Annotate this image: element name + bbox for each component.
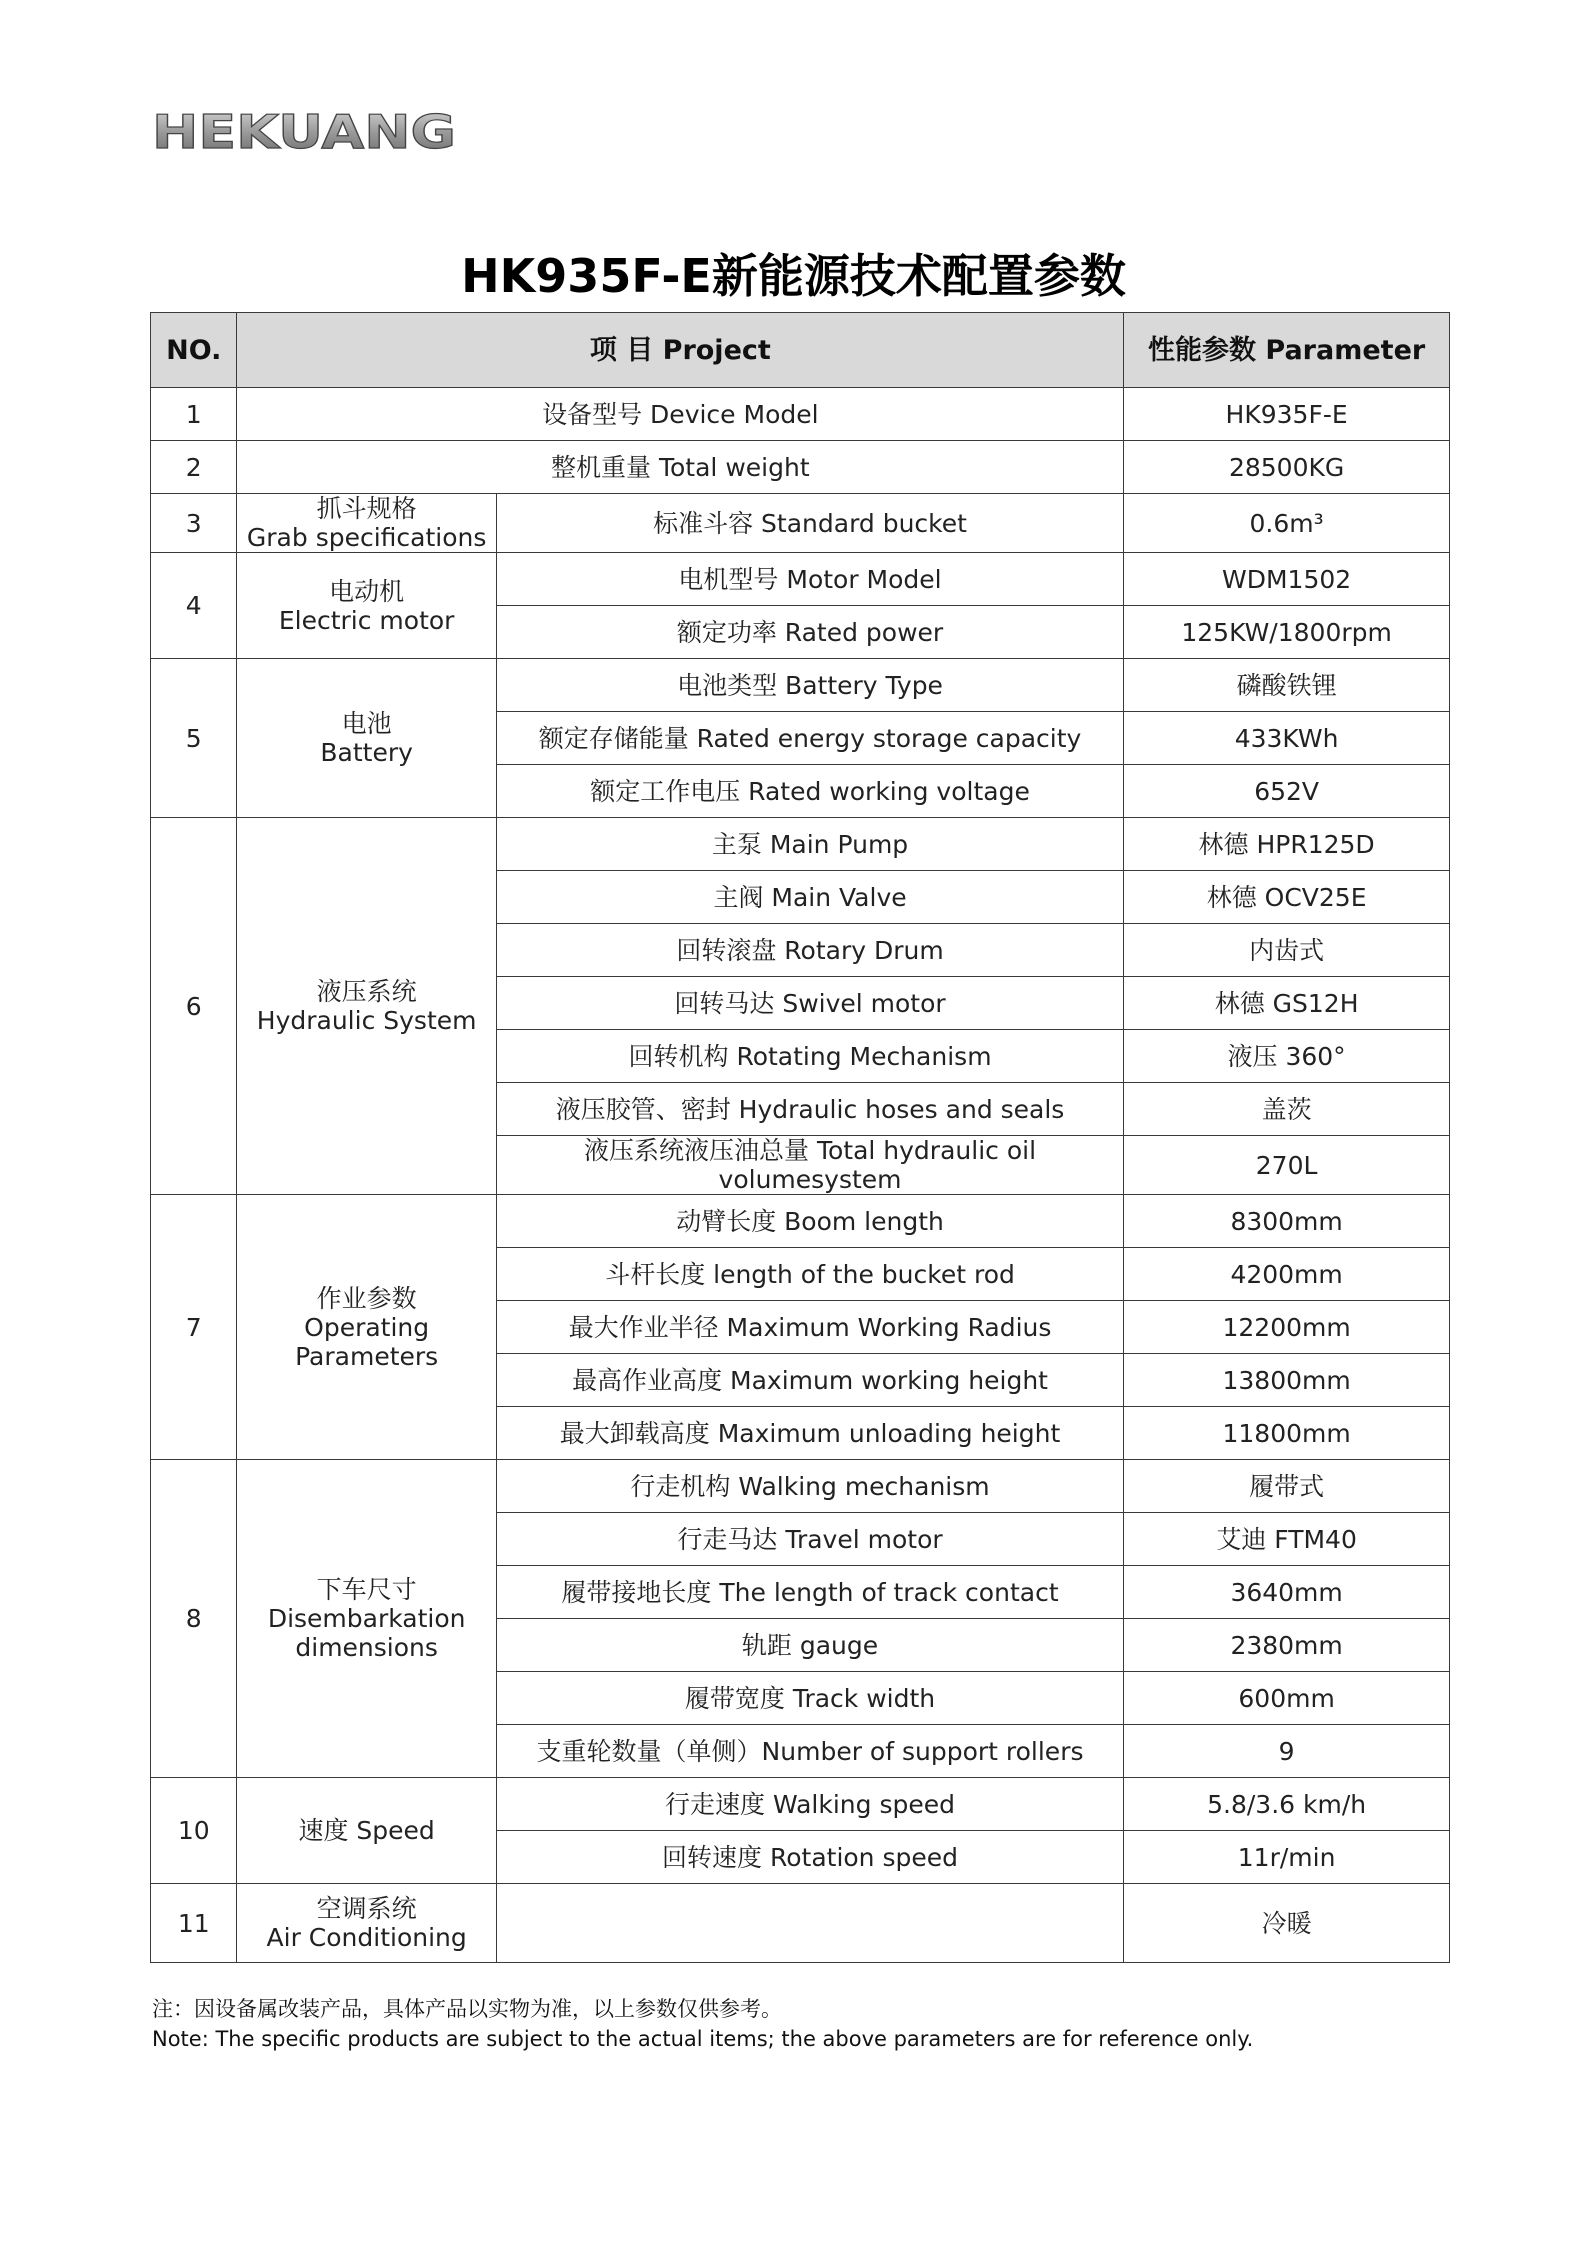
- table-row: [151, 1195, 1450, 1248]
- footnote: [152, 1994, 1253, 2054]
- row-value: WDM1502: [1124, 553, 1450, 606]
- row-item: 电机型号 Motor Model: [496, 553, 1123, 606]
- spec-table: [150, 312, 1450, 1963]
- row-value: 液压 360°: [1124, 1030, 1450, 1083]
- row-item: 回转机构 Rotating Mechanism: [496, 1030, 1123, 1083]
- row-value: 履带式: [1124, 1460, 1450, 1513]
- row-project: 整机重量 Total weight: [237, 441, 1124, 494]
- row-item: 轨距 gauge: [496, 1619, 1123, 1672]
- row-item: 斗杆长度 length of the bucket rod: [496, 1248, 1123, 1301]
- row-value: 9: [1124, 1725, 1450, 1778]
- svg-text:HEKUANG: HEKUANG: [152, 106, 456, 156]
- row-value: 8300mm: [1124, 1195, 1450, 1248]
- hekuang-logo-mark: [150, 106, 460, 156]
- row-no: 5: [151, 659, 237, 818]
- row-value: 13800mm: [1124, 1354, 1450, 1407]
- table-row: [151, 388, 1450, 441]
- page-title: HK935F-E新能源技术配置参数: [461, 249, 1126, 303]
- row-value: 600mm: [1124, 1672, 1450, 1725]
- hekuang-logo: [150, 106, 460, 156]
- header-no: NO.: [151, 313, 237, 388]
- row-no: 10: [151, 1778, 237, 1884]
- row-value: 冷暖: [1124, 1884, 1450, 1963]
- row-item: 液压胶管、密封 Hydraulic hoses and seals: [496, 1083, 1123, 1136]
- table-row: [151, 1460, 1450, 1513]
- row-value: 林德 HPR125D: [1124, 818, 1450, 871]
- row-value: 11r/min: [1124, 1831, 1450, 1884]
- row-value: 433KWh: [1124, 712, 1450, 765]
- row-value: 林德 GS12H: [1124, 977, 1450, 1030]
- row-no: 6: [151, 818, 237, 1195]
- row-category: 液压系统 Hydraulic System: [237, 818, 496, 1195]
- row-no: 8: [151, 1460, 237, 1778]
- table-row: [151, 1778, 1450, 1831]
- row-value: 5.8/3.6 km/h: [1124, 1778, 1450, 1831]
- row-value: 270L: [1124, 1136, 1450, 1195]
- row-item: 动臂长度 Boom length: [496, 1195, 1123, 1248]
- row-value: 2380mm: [1124, 1619, 1450, 1672]
- row-value: 652V: [1124, 765, 1450, 818]
- row-item: 支重轮数量（单侧）Number of support rollers: [496, 1725, 1123, 1778]
- row-category: 抓斗规格 Grab specifications: [237, 494, 496, 553]
- spec-table-body: [151, 388, 1450, 1963]
- table-row: [151, 818, 1450, 871]
- row-no: 3: [151, 494, 237, 553]
- row-item: 标准斗容 Standard bucket: [496, 494, 1123, 553]
- row-category: 电动机 Electric motor: [237, 553, 496, 659]
- row-value: 12200mm: [1124, 1301, 1450, 1354]
- row-item: 回转马达 Swivel motor: [496, 977, 1123, 1030]
- row-item: 额定存储能量 Rated energy storage capacity: [496, 712, 1123, 765]
- row-item: 行走机构 Walking mechanism: [496, 1460, 1123, 1513]
- row-item: 最大卸载高度 Maximum unloading height: [496, 1407, 1123, 1460]
- row-item: 额定功率 Rated power: [496, 606, 1123, 659]
- table-row: [151, 553, 1450, 606]
- row-value: 磷酸铁锂: [1124, 659, 1450, 712]
- row-item: 主泵 Main Pump: [496, 818, 1123, 871]
- row-no: 4: [151, 553, 237, 659]
- row-project: 设备型号 Device Model: [237, 388, 1124, 441]
- header-project: 项 目 Project: [237, 313, 1124, 388]
- row-item: 回转速度 Rotation speed: [496, 1831, 1123, 1884]
- row-item: 额定工作电压 Rated working voltage: [496, 765, 1123, 818]
- row-item: 最大作业半径 Maximum Working Radius: [496, 1301, 1123, 1354]
- row-item: 最高作业高度 Maximum working height: [496, 1354, 1123, 1407]
- row-category: 速度 Speed: [237, 1778, 496, 1884]
- row-value: 0.6m³: [1124, 494, 1450, 553]
- row-value: 3640mm: [1124, 1566, 1450, 1619]
- row-value: 内齿式: [1124, 924, 1450, 977]
- footnote-cn: 注：因设备属改装产品，具体产品以实物为准，以上参数仅供参考。: [152, 1997, 782, 2021]
- row-category: 电池 Battery: [237, 659, 496, 818]
- row-item: 主阀 Main Valve: [496, 871, 1123, 924]
- footnote-en: Note: The specific products are subject to the actual items; the above parameters are for reference only.: [152, 2027, 1254, 2051]
- table-row: [151, 1884, 1450, 1963]
- row-value: 艾迪 FTM40: [1124, 1513, 1450, 1566]
- row-value: HK935F-E: [1124, 388, 1450, 441]
- row-item: 行走速度 Walking speed: [496, 1778, 1123, 1831]
- row-no: 7: [151, 1195, 237, 1460]
- row-category: 作业参数 Operating Parameters: [237, 1195, 496, 1460]
- row-value: 盖茨: [1124, 1083, 1450, 1136]
- table-row: [151, 659, 1450, 712]
- row-item: 回转滚盘 Rotary Drum: [496, 924, 1123, 977]
- row-no: 2: [151, 441, 237, 494]
- row-value: 28500KG: [1124, 441, 1450, 494]
- row-category: 空调系统 Air Conditioning: [237, 1884, 496, 1963]
- row-item: [496, 1884, 1123, 1963]
- row-item: 电池类型 Battery Type: [496, 659, 1123, 712]
- row-value: 11800mm: [1124, 1407, 1450, 1460]
- row-item: 行走马达 Travel motor: [496, 1513, 1123, 1566]
- row-value: 4200mm: [1124, 1248, 1450, 1301]
- row-value: 125KW/1800rpm: [1124, 606, 1450, 659]
- header-parameter: 性能参数 Parameter: [1124, 313, 1450, 388]
- row-item: 履带宽度 Track width: [496, 1672, 1123, 1725]
- table-header-row: [151, 313, 1450, 388]
- table-row: [151, 494, 1450, 553]
- table-row: [151, 441, 1450, 494]
- row-value: 林德 OCV25E: [1124, 871, 1450, 924]
- row-category: 下车尺寸 Disembarkation dimensions: [237, 1460, 496, 1778]
- row-item: 液压系统液压油总量 Total hydraulic oil volumesystem: [496, 1136, 1123, 1195]
- row-no: 1: [151, 388, 237, 441]
- row-item: 履带接地长度 The length of track contact: [496, 1566, 1123, 1619]
- row-no: 11: [151, 1884, 237, 1963]
